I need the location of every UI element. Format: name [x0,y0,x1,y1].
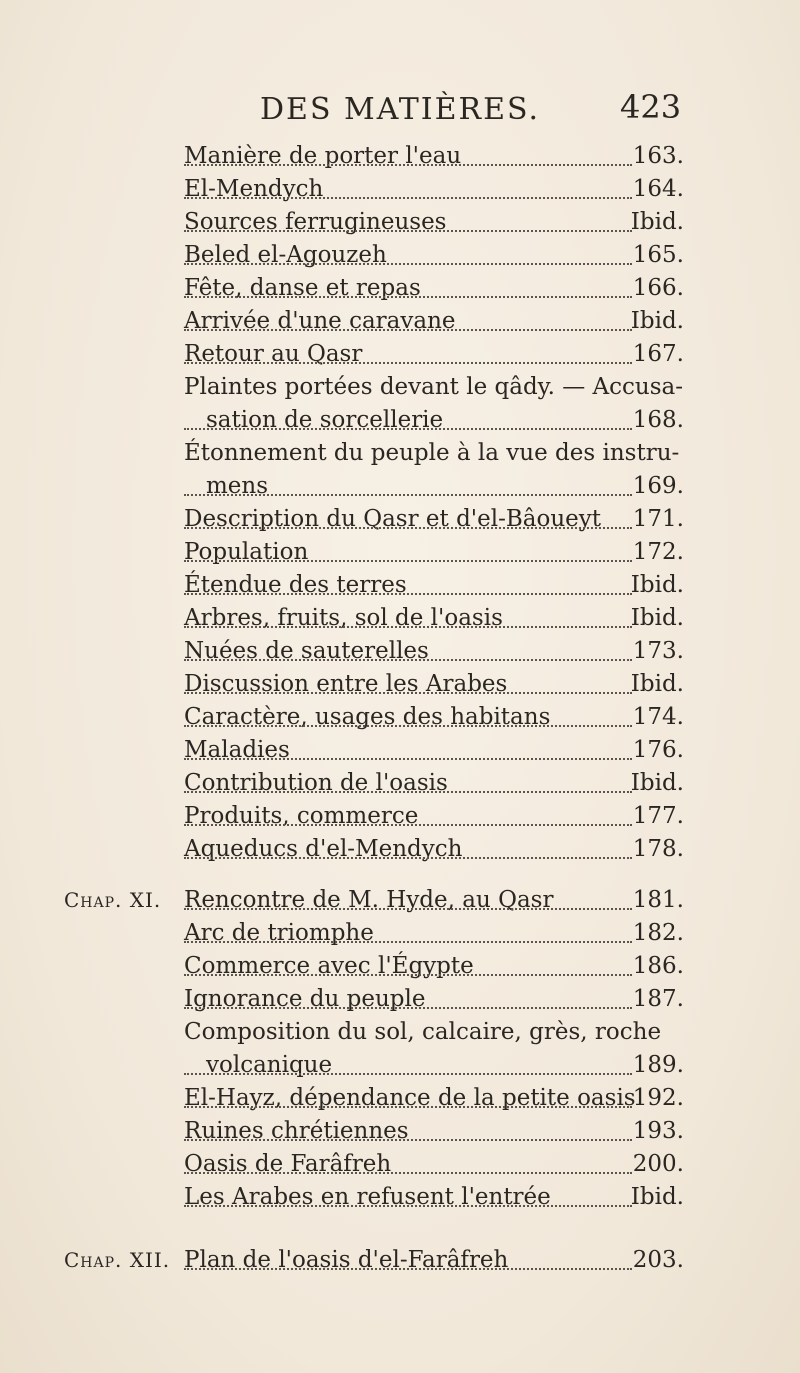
page-number: 423 [620,88,682,126]
toc-entry: Sources ferrugineuses Ibid. [184,209,684,235]
toc-entry: El-Mendych 164. [184,176,684,202]
chapter-label: Chap. XI. [64,888,162,912]
toc-entry-line1: Composition du sol, calcaire, grès, roche [184,1019,662,1045]
toc-entry: Aqueducs d'el-Mendych 178. [184,836,684,862]
toc-entry: Étendue des terres Ibid. [184,572,684,598]
toc-entry: Ruines chrétiennes 193. [184,1118,684,1144]
toc-entry: Oasis de Farâfreh 200. [184,1151,684,1177]
toc-entry: Maladies 176. [184,737,684,763]
toc-entry: Produits, commerce 177. [184,803,684,829]
running-header: DES MATIÈRES. [260,92,541,127]
toc-entry: El-Hayz, dépendance de la petite oasis 192. [184,1085,684,1111]
toc-entry: Nuées de sauterelles 173. [184,638,684,664]
toc-entry: Population 172. [184,539,684,565]
toc-entry: Fête, danse et repas 166. [184,275,684,301]
toc-entry: Arc de triomphe 182. [184,920,684,946]
toc-entry: mens 169. [184,466,684,506]
toc-entry: Caractère, usages des habitans 174. [184,704,684,730]
toc-entry: Arrivée d'une caravane Ibid. [184,308,684,334]
toc-entry: Arbres, fruits, sol de l'oasis Ibid. [184,605,684,631]
toc-entry: volcanique 189. [184,1045,684,1085]
toc-entry: Rencontre de M. Hyde, au Qasr 181. [184,887,684,913]
toc-entry: Contribution de l'oasis Ibid. [184,770,684,796]
toc-entry-line1: Étonnement du peuple à la vue des instru- [184,440,680,466]
toc-entry: Plan de l'oasis d'el-Farâfreh 203. [184,1247,684,1273]
toc-entry-line1: Plaintes portées devant le qâdy. — Accusa- [184,374,684,400]
toc-entry: Manière de porter l'eau 163. [184,143,684,169]
toc-entry: Discussion entre les Arabes Ibid. [184,671,684,697]
toc-entry: Commerce avec l'Égypte 186. [184,953,684,979]
toc-entry: Description du Qasr et d'el-Bâoueyt 171. [184,506,684,532]
toc-entry: Ignorance du peuple 187. [184,986,684,1012]
toc-entry: Retour au Qasr 167. [184,341,684,367]
toc-entry: Les Arabes en refusent l'entrée Ibid. [184,1184,684,1210]
chapter-label: Chap. XII. [64,1248,171,1272]
toc-entry: Beled el-Agouzeh 165. [184,242,684,268]
toc-entry: sation de sorcellerie 168. [184,400,684,440]
